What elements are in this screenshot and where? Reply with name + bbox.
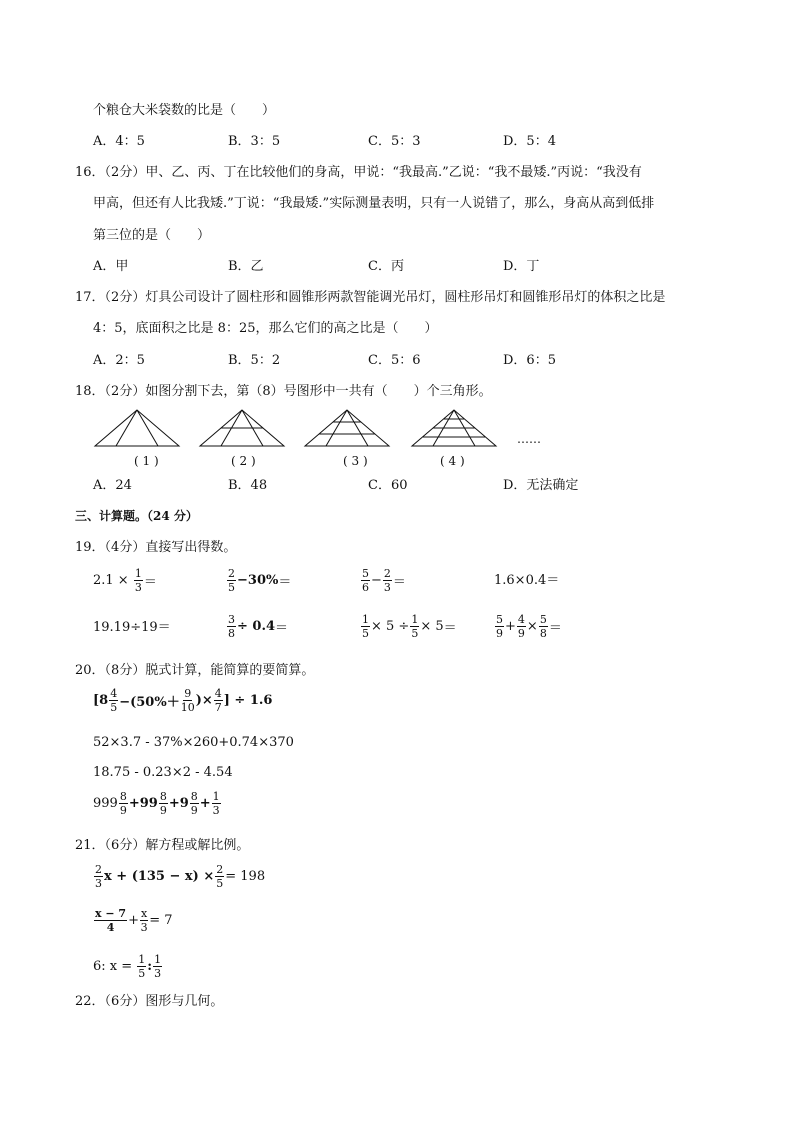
q18-option-a: A．24 bbox=[93, 478, 132, 493]
numerator: 8 bbox=[159, 790, 167, 803]
q19-expr-6 bbox=[226, 614, 288, 639]
q22-title: 22．（6分）图形与几何。 bbox=[75, 994, 224, 1009]
q18-figure-label-1: ( 1 ) bbox=[134, 454, 159, 468]
numerator: 5 bbox=[539, 613, 547, 626]
fraction bbox=[119, 791, 128, 816]
q17-option-a: A．2：5 bbox=[93, 353, 145, 368]
q19-expr-8 bbox=[494, 614, 562, 639]
denominator: 5 bbox=[138, 967, 146, 980]
q16-option-b: B．乙 bbox=[228, 259, 264, 274]
denominator: 7 bbox=[214, 701, 222, 714]
expr-text: 2.1 × bbox=[93, 573, 129, 588]
operator: × bbox=[526, 619, 538, 634]
q16-line1: 16．（2分）甲、乙、丙、丁在比较他们的身高，甲说：“我最高.”乙说：“我不最矮.”丙说：“我没有 bbox=[75, 165, 642, 180]
q17-option-d: D．6：5 bbox=[503, 353, 556, 368]
triangle-figure-1 bbox=[95, 410, 179, 446]
expr-text: −30% bbox=[237, 573, 279, 588]
triangle-figure-3 bbox=[305, 410, 389, 446]
denominator: 9 bbox=[119, 804, 127, 817]
fraction bbox=[109, 688, 118, 713]
fraction bbox=[140, 908, 148, 933]
q19-expr-7 bbox=[360, 614, 457, 639]
q20-expr-1 bbox=[93, 688, 272, 713]
q16-option-a: A．甲 bbox=[93, 259, 129, 274]
fraction bbox=[190, 791, 199, 816]
q16-line3: 第三位的是（ ） bbox=[93, 228, 211, 243]
expr-text: 6: x = bbox=[93, 959, 133, 974]
q15-option-d: D．5：4 bbox=[503, 134, 556, 149]
numerator: 2 bbox=[95, 863, 102, 876]
expr-text: +9 bbox=[168, 796, 189, 811]
q18-ellipsis: …… bbox=[517, 432, 541, 446]
denominator: 10 bbox=[180, 701, 195, 714]
q15-text: 个粮仓大米袋数的比是（ ） bbox=[93, 103, 276, 118]
operator: × 5 bbox=[420, 619, 444, 634]
expr-text: −(50%＋ bbox=[119, 695, 180, 710]
denominator: 5 bbox=[110, 701, 118, 714]
numerator: 5 bbox=[496, 613, 503, 626]
numerator: 1 bbox=[212, 790, 220, 803]
q18-figure-label-4: ( 4 ) bbox=[440, 454, 465, 468]
numerator: 2 bbox=[228, 567, 235, 580]
numerator: 8 bbox=[119, 790, 127, 803]
operator: − bbox=[371, 573, 382, 588]
numerator: 5 bbox=[362, 567, 369, 580]
q19-expr-4: 1.6×0.4＝ bbox=[494, 573, 560, 588]
separator: : bbox=[147, 959, 153, 974]
denominator: 5 bbox=[228, 581, 235, 594]
q19-expr-3 bbox=[360, 568, 406, 593]
expr-text: ÷ 0.4 bbox=[237, 619, 276, 634]
q19-expr-5: 19.19÷19＝ bbox=[93, 620, 171, 635]
q16-line2: 甲高，但还有人比我矮.”丁说：“我最矮.”实际测量表明，只有一人说错了，那么，身高从高到低排 bbox=[93, 196, 655, 211]
q19-title: 19．（4分）直接写出得数。 bbox=[75, 540, 237, 555]
denominator: 6 bbox=[362, 581, 369, 594]
equals: ＝ bbox=[278, 575, 292, 590]
denominator: 8 bbox=[228, 627, 235, 640]
expr-text: +99 bbox=[128, 796, 158, 811]
q19-expr-2 bbox=[226, 568, 291, 593]
q15-option-c: C．5：3 bbox=[368, 134, 421, 149]
q15-option-b: B．3：5 bbox=[228, 134, 281, 149]
denominator: 9 bbox=[159, 804, 167, 817]
section-3-title: 三、计算题。（24 分） bbox=[75, 509, 198, 523]
fraction bbox=[361, 614, 370, 639]
expr-text: + bbox=[199, 796, 211, 811]
fraction bbox=[227, 568, 236, 593]
q17-line2: 4：5，底面积之比是 8：25，那么它们的高之比是（ ） bbox=[93, 321, 438, 336]
fraction bbox=[495, 614, 504, 639]
q18-figure-label-3: ( 3 ) bbox=[343, 454, 368, 468]
expr-text: = 198 bbox=[225, 869, 266, 884]
expr-text: )× bbox=[195, 693, 213, 708]
q20-expr-2: 52×3.7 - 37%×260+0.74×370 bbox=[93, 735, 294, 750]
fraction bbox=[212, 791, 221, 816]
q16-option-c: C．丙 bbox=[368, 259, 404, 274]
numerator: 2 bbox=[216, 863, 224, 876]
expr-text: x + (135 − x) × bbox=[104, 869, 215, 884]
q21-expr-2 bbox=[93, 908, 173, 933]
numerator: x − 7 bbox=[95, 907, 127, 920]
numerator: 1 bbox=[362, 613, 369, 626]
fraction bbox=[137, 954, 146, 979]
fraction bbox=[361, 568, 370, 593]
numerator: 4 bbox=[517, 613, 525, 626]
fraction bbox=[94, 864, 103, 889]
denominator: 9 bbox=[190, 804, 198, 817]
triangle-figure-4 bbox=[412, 410, 496, 446]
numerator: 1 bbox=[138, 953, 146, 966]
denominator: 9 bbox=[496, 627, 503, 640]
equals: ＝ bbox=[143, 575, 157, 590]
q19-expr-1 bbox=[93, 568, 157, 593]
equals: ＝ bbox=[548, 621, 562, 636]
denominator: 3 bbox=[212, 804, 220, 817]
numerator: 8 bbox=[190, 790, 198, 803]
q18-line1: 18．（2分）如图分割下去，第（8）号图形中一共有（ ）个三角形。 bbox=[75, 384, 492, 399]
q18-figure-label-2: ( 2 ) bbox=[231, 454, 256, 468]
denominator: 3 bbox=[140, 921, 148, 934]
fraction bbox=[94, 908, 127, 933]
q21-title: 21．（6分）解方程或解比例。 bbox=[75, 838, 250, 853]
fraction bbox=[134, 568, 143, 593]
fraction bbox=[159, 791, 168, 816]
q20-title: 20．（8分）脱式计算，能简算的要简算。 bbox=[75, 663, 315, 678]
fraction bbox=[517, 614, 526, 639]
numerator: 3 bbox=[228, 613, 235, 626]
numerator: 2 bbox=[383, 567, 391, 580]
fraction bbox=[410, 614, 419, 639]
expr-text: = 7 bbox=[149, 913, 173, 928]
equals: ＝ bbox=[392, 575, 406, 590]
denominator: 3 bbox=[383, 581, 391, 594]
q18-option-b: B．48 bbox=[228, 478, 268, 493]
denominator: 3 bbox=[95, 877, 102, 890]
fraction bbox=[227, 614, 236, 639]
numerator: 4 bbox=[110, 687, 118, 700]
q21-expr-3 bbox=[93, 954, 163, 979]
numerator: 1 bbox=[154, 953, 162, 966]
denominator: 9 bbox=[517, 627, 525, 640]
expr-text: [8 bbox=[93, 693, 109, 708]
operator: + bbox=[505, 619, 516, 634]
numerator: 1 bbox=[134, 567, 142, 580]
q18-option-c: C．60 bbox=[368, 478, 408, 493]
expr-text: ] ÷ 1.6 bbox=[223, 693, 273, 708]
denominator: 8 bbox=[539, 627, 547, 640]
q15-option-a: A．4：5 bbox=[93, 134, 145, 149]
q20-expr-4 bbox=[93, 791, 222, 816]
q16-option-d: D．丁 bbox=[503, 259, 540, 274]
whole-number: 999 bbox=[93, 796, 118, 811]
q17-line1: 17．（2分）灯具公司设计了圆柱形和圆锥形两款智能调光吊灯，圆柱形吊灯和圆锥形吊灯的体积之比是 bbox=[75, 290, 666, 305]
operator: + bbox=[128, 913, 139, 928]
q17-option-c: C．5：6 bbox=[368, 353, 421, 368]
denominator: 3 bbox=[134, 581, 142, 594]
fraction bbox=[215, 864, 224, 889]
q17-option-b: B．5：2 bbox=[228, 353, 281, 368]
numerator: x bbox=[141, 907, 148, 920]
q18-triangle-figures bbox=[0, 408, 794, 458]
fraction bbox=[539, 614, 548, 639]
denominator: 4 bbox=[106, 921, 115, 934]
fraction bbox=[214, 688, 223, 713]
equals: ＝ bbox=[443, 621, 457, 636]
triangle-figure-2 bbox=[200, 410, 284, 446]
fraction bbox=[153, 954, 162, 979]
numerator: 4 bbox=[214, 687, 222, 700]
q21-expr-1 bbox=[93, 864, 265, 889]
denominator: 3 bbox=[154, 967, 162, 980]
operator: × 5 ÷ bbox=[371, 619, 410, 634]
equals: ＝ bbox=[275, 621, 289, 636]
denominator: 5 bbox=[362, 627, 369, 640]
numerator: 1 bbox=[411, 613, 419, 626]
denominator: 5 bbox=[411, 627, 419, 640]
fraction bbox=[383, 568, 392, 593]
fraction bbox=[181, 688, 195, 713]
numerator: 9 bbox=[184, 687, 192, 700]
denominator: 5 bbox=[216, 877, 224, 890]
q18-option-d: D．无法确定 bbox=[503, 478, 579, 493]
q20-expr-3: 18.75 - 0.23×2 - 4.54 bbox=[93, 765, 233, 780]
